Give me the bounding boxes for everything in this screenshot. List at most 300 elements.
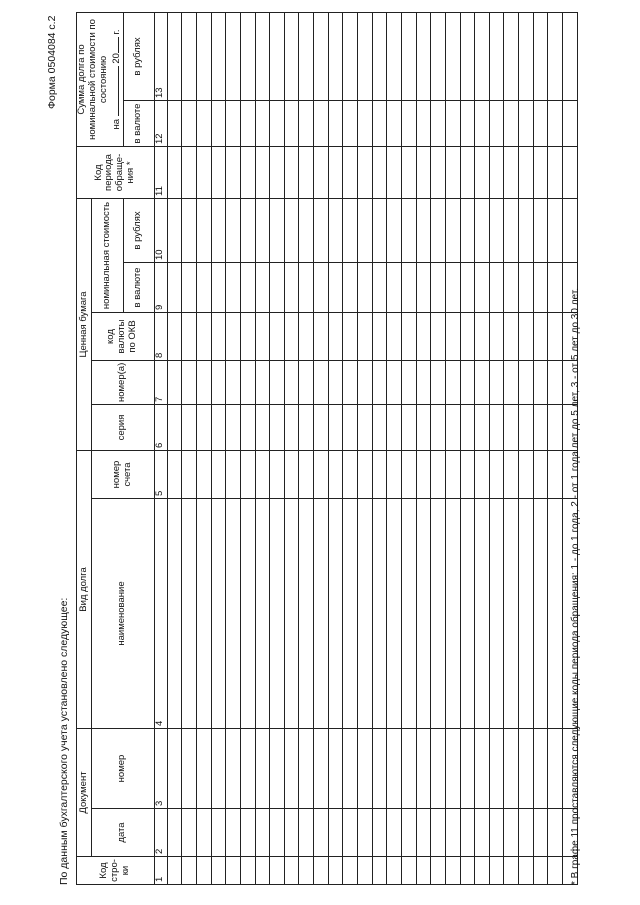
table-cell[interactable] [460, 100, 475, 146]
table-cell[interactable] [489, 361, 504, 405]
table-cell[interactable] [431, 499, 446, 729]
table-cell[interactable] [270, 100, 285, 146]
table-cell[interactable] [255, 729, 270, 809]
table-cell[interactable] [226, 729, 241, 809]
table-cell[interactable] [431, 405, 446, 451]
table-cell[interactable] [401, 499, 416, 729]
table-cell[interactable] [211, 313, 226, 361]
table-cell[interactable] [343, 263, 358, 313]
table-cell[interactable] [328, 499, 343, 729]
table-cell[interactable] [226, 405, 241, 451]
table-cell[interactable] [226, 809, 241, 857]
table-cell[interactable] [416, 451, 431, 499]
table-cell[interactable] [533, 263, 548, 313]
table-cell[interactable] [182, 499, 197, 729]
table-cell[interactable] [416, 729, 431, 809]
table-cell[interactable] [372, 361, 387, 405]
table-cell[interactable] [533, 361, 548, 405]
table-cell[interactable] [548, 809, 563, 857]
table-cell[interactable] [372, 451, 387, 499]
table-cell[interactable] [562, 146, 577, 198]
table-cell[interactable] [475, 313, 490, 361]
table-cell[interactable] [358, 313, 373, 361]
table-cell[interactable] [460, 12, 475, 100]
table-cell[interactable] [387, 198, 402, 262]
table-cell[interactable] [167, 313, 182, 361]
table-cell[interactable] [314, 361, 329, 405]
table-cell[interactable] [548, 146, 563, 198]
table-cell[interactable] [343, 198, 358, 262]
table-cell[interactable] [167, 729, 182, 809]
table-cell[interactable] [226, 313, 241, 361]
table-cell[interactable] [196, 100, 211, 146]
table-cell[interactable] [372, 405, 387, 451]
table-cell[interactable] [387, 100, 402, 146]
table-cell[interactable] [196, 198, 211, 262]
table-cell[interactable] [328, 263, 343, 313]
table-cell[interactable] [387, 405, 402, 451]
table-cell[interactable] [533, 809, 548, 857]
table-cell[interactable] [358, 263, 373, 313]
table-cell[interactable] [431, 313, 446, 361]
table-cell[interactable] [401, 146, 416, 198]
table-cell[interactable] [504, 198, 519, 262]
table-cell[interactable] [445, 857, 460, 885]
table-cell[interactable] [548, 857, 563, 885]
table-cell[interactable] [372, 263, 387, 313]
table-cell[interactable] [548, 313, 563, 361]
table-cell[interactable] [182, 729, 197, 809]
table-cell[interactable] [504, 313, 519, 361]
table-cell[interactable] [226, 146, 241, 198]
table-cell[interactable] [226, 263, 241, 313]
table-cell[interactable] [445, 405, 460, 451]
table-cell[interactable] [343, 857, 358, 885]
table-cell[interactable] [314, 263, 329, 313]
table-cell[interactable] [284, 146, 299, 198]
table-cell[interactable] [548, 100, 563, 146]
table-cell[interactable] [270, 263, 285, 313]
table-cell[interactable] [533, 405, 548, 451]
table-cell[interactable] [196, 809, 211, 857]
table-cell[interactable] [167, 146, 182, 198]
table-cell[interactable] [431, 809, 446, 857]
table-cell[interactable] [343, 729, 358, 809]
table-cell[interactable] [328, 313, 343, 361]
table-cell[interactable] [182, 361, 197, 405]
table-cell[interactable] [372, 146, 387, 198]
table-cell[interactable] [167, 361, 182, 405]
table-cell[interactable] [255, 198, 270, 262]
table-cell[interactable] [416, 100, 431, 146]
table-cell[interactable] [475, 857, 490, 885]
table-cell[interactable] [328, 146, 343, 198]
table-cell[interactable] [387, 263, 402, 313]
table-cell[interactable] [240, 857, 255, 885]
table-cell[interactable] [460, 451, 475, 499]
table-cell[interactable] [489, 12, 504, 100]
table-cell[interactable] [196, 729, 211, 809]
table-cell[interactable] [182, 451, 197, 499]
table-cell[interactable] [533, 198, 548, 262]
table-cell[interactable] [270, 857, 285, 885]
table-cell[interactable] [182, 146, 197, 198]
table-cell[interactable] [475, 12, 490, 100]
table-cell[interactable] [489, 263, 504, 313]
table-cell[interactable] [226, 361, 241, 405]
table-cell[interactable] [358, 198, 373, 262]
table-cell[interactable] [270, 809, 285, 857]
table-cell[interactable] [343, 146, 358, 198]
table-cell[interactable] [343, 809, 358, 857]
table-cell[interactable] [445, 499, 460, 729]
table-cell[interactable] [314, 499, 329, 729]
table-cell[interactable] [489, 198, 504, 262]
table-cell[interactable] [196, 405, 211, 451]
table-cell[interactable] [182, 313, 197, 361]
table-cell[interactable] [182, 405, 197, 451]
table-cell[interactable] [387, 857, 402, 885]
table-cell[interactable] [519, 263, 534, 313]
table-cell[interactable] [240, 263, 255, 313]
table-cell[interactable] [504, 146, 519, 198]
table-cell[interactable] [167, 100, 182, 146]
table-cell[interactable] [182, 857, 197, 885]
table-cell[interactable] [299, 857, 314, 885]
table-cell[interactable] [167, 451, 182, 499]
table-cell[interactable] [167, 12, 182, 100]
table-cell[interactable] [240, 729, 255, 809]
table-cell[interactable] [270, 313, 285, 361]
table-cell[interactable] [401, 100, 416, 146]
table-cell[interactable] [211, 857, 226, 885]
table-cell[interactable] [211, 12, 226, 100]
table-cell[interactable] [416, 263, 431, 313]
table-cell[interactable] [489, 405, 504, 451]
table-cell[interactable] [255, 313, 270, 361]
table-cell[interactable] [504, 499, 519, 729]
table-cell[interactable] [445, 361, 460, 405]
table-cell[interactable] [533, 100, 548, 146]
table-cell[interactable] [314, 405, 329, 451]
table-cell[interactable] [401, 361, 416, 405]
table-cell[interactable] [284, 263, 299, 313]
table-cell[interactable] [475, 729, 490, 809]
table-cell[interactable] [182, 100, 197, 146]
table-cell[interactable] [182, 809, 197, 857]
table-cell[interactable] [416, 809, 431, 857]
table-cell[interactable] [401, 198, 416, 262]
table-cell[interactable] [504, 100, 519, 146]
table-cell[interactable] [460, 809, 475, 857]
table-cell[interactable] [255, 100, 270, 146]
table-cell[interactable] [416, 12, 431, 100]
table-cell[interactable] [240, 405, 255, 451]
table-cell[interactable] [284, 809, 299, 857]
table-cell[interactable] [240, 146, 255, 198]
table-cell[interactable] [548, 12, 563, 100]
table-cell[interactable] [416, 313, 431, 361]
table-cell[interactable] [431, 100, 446, 146]
table-cell[interactable] [504, 263, 519, 313]
table-cell[interactable] [445, 146, 460, 198]
table-cell[interactable] [240, 809, 255, 857]
table-cell[interactable] [182, 12, 197, 100]
table-cell[interactable] [548, 729, 563, 809]
table-cell[interactable] [314, 809, 329, 857]
table-cell[interactable] [328, 405, 343, 451]
table-cell[interactable] [548, 451, 563, 499]
table-cell[interactable] [328, 729, 343, 809]
table-cell[interactable] [255, 12, 270, 100]
table-cell[interactable] [519, 361, 534, 405]
table-cell[interactable] [489, 451, 504, 499]
table-cell[interactable] [196, 12, 211, 100]
table-cell[interactable] [387, 146, 402, 198]
table-cell[interactable] [240, 313, 255, 361]
table-cell[interactable] [475, 499, 490, 729]
table-cell[interactable] [504, 405, 519, 451]
table-cell[interactable] [358, 809, 373, 857]
table-cell[interactable] [533, 313, 548, 361]
table-cell[interactable] [475, 263, 490, 313]
table-cell[interactable] [460, 857, 475, 885]
table-cell[interactable] [255, 361, 270, 405]
table-cell[interactable] [358, 100, 373, 146]
table-cell[interactable] [284, 729, 299, 809]
table-cell[interactable] [387, 361, 402, 405]
table-cell[interactable] [314, 100, 329, 146]
table-cell[interactable] [299, 809, 314, 857]
table-cell[interactable] [504, 729, 519, 809]
table-cell[interactable] [519, 313, 534, 361]
table-cell[interactable] [328, 100, 343, 146]
table-cell[interactable] [387, 313, 402, 361]
table-cell[interactable] [548, 198, 563, 262]
table-cell[interactable] [533, 12, 548, 100]
table-cell[interactable] [460, 313, 475, 361]
table-cell[interactable] [211, 361, 226, 405]
table-cell[interactable] [343, 100, 358, 146]
table-cell[interactable] [519, 405, 534, 451]
table-cell[interactable] [533, 451, 548, 499]
table-cell[interactable] [548, 361, 563, 405]
table-cell[interactable] [255, 499, 270, 729]
table-cell[interactable] [416, 361, 431, 405]
table-cell[interactable] [445, 313, 460, 361]
table-cell[interactable] [196, 857, 211, 885]
table-cell[interactable] [240, 12, 255, 100]
table-cell[interactable] [475, 100, 490, 146]
table-cell[interactable] [167, 809, 182, 857]
table-cell[interactable] [196, 361, 211, 405]
table-cell[interactable] [240, 451, 255, 499]
table-cell[interactable] [387, 12, 402, 100]
table-cell[interactable] [314, 146, 329, 198]
table-cell[interactable] [299, 12, 314, 100]
table-cell[interactable] [255, 263, 270, 313]
table-cell[interactable] [489, 146, 504, 198]
table-cell[interactable] [182, 198, 197, 262]
table-cell[interactable] [314, 729, 329, 809]
table-cell[interactable] [548, 405, 563, 451]
table-cell[interactable] [358, 361, 373, 405]
table-cell[interactable] [270, 729, 285, 809]
table-cell[interactable] [299, 146, 314, 198]
table-cell[interactable] [211, 146, 226, 198]
table-cell[interactable] [328, 361, 343, 405]
table-cell[interactable] [270, 198, 285, 262]
table-cell[interactable] [314, 451, 329, 499]
table-cell[interactable] [445, 263, 460, 313]
table-cell[interactable] [196, 263, 211, 313]
table-cell[interactable] [328, 857, 343, 885]
table-cell[interactable] [167, 499, 182, 729]
table-cell[interactable] [240, 361, 255, 405]
table-cell[interactable] [284, 100, 299, 146]
table-cell[interactable] [519, 198, 534, 262]
table-cell[interactable] [358, 729, 373, 809]
table-cell[interactable] [445, 12, 460, 100]
table-cell[interactable] [475, 405, 490, 451]
table-cell[interactable] [489, 857, 504, 885]
table-cell[interactable] [372, 198, 387, 262]
table-cell[interactable] [270, 405, 285, 451]
table-cell[interactable] [299, 100, 314, 146]
table-cell[interactable] [328, 451, 343, 499]
table-cell[interactable] [401, 857, 416, 885]
table-cell[interactable] [372, 313, 387, 361]
table-cell[interactable] [284, 405, 299, 451]
table-cell[interactable] [343, 499, 358, 729]
table-cell[interactable] [548, 499, 563, 729]
table-cell[interactable] [519, 100, 534, 146]
table-cell[interactable] [475, 361, 490, 405]
table-cell[interactable] [358, 146, 373, 198]
table-cell[interactable] [270, 499, 285, 729]
table-cell[interactable] [416, 198, 431, 262]
table-cell[interactable] [284, 451, 299, 499]
table-cell[interactable] [475, 198, 490, 262]
table-cell[interactable] [431, 361, 446, 405]
table-cell[interactable] [562, 100, 577, 146]
table-cell[interactable] [460, 146, 475, 198]
table-cell[interactable] [431, 198, 446, 262]
table-cell[interactable] [328, 198, 343, 262]
table-cell[interactable] [240, 100, 255, 146]
table-cell[interactable] [387, 451, 402, 499]
table-cell[interactable] [431, 146, 446, 198]
table-cell[interactable] [533, 146, 548, 198]
table-cell[interactable] [548, 263, 563, 313]
table-cell[interactable] [358, 451, 373, 499]
table-cell[interactable] [358, 499, 373, 729]
table-cell[interactable] [358, 405, 373, 451]
table-cell[interactable] [401, 729, 416, 809]
table-cell[interactable] [270, 146, 285, 198]
table-cell[interactable] [401, 451, 416, 499]
table-cell[interactable] [416, 857, 431, 885]
table-cell[interactable] [299, 729, 314, 809]
table-cell[interactable] [255, 857, 270, 885]
table-cell[interactable] [460, 405, 475, 451]
table-cell[interactable] [533, 857, 548, 885]
table-cell[interactable] [343, 451, 358, 499]
table-cell[interactable] [284, 499, 299, 729]
table-cell[interactable] [431, 451, 446, 499]
table-cell[interactable] [226, 499, 241, 729]
table-cell[interactable] [226, 198, 241, 262]
table-cell[interactable] [519, 729, 534, 809]
table-cell[interactable] [475, 451, 490, 499]
table-cell[interactable] [167, 198, 182, 262]
table-cell[interactable] [211, 405, 226, 451]
table-cell[interactable] [372, 857, 387, 885]
table-cell[interactable] [533, 499, 548, 729]
table-cell[interactable] [182, 263, 197, 313]
table-cell[interactable] [504, 451, 519, 499]
table-cell[interactable] [226, 451, 241, 499]
table-cell[interactable] [475, 146, 490, 198]
table-cell[interactable] [489, 729, 504, 809]
table-cell[interactable] [314, 198, 329, 262]
table-cell[interactable] [284, 12, 299, 100]
table-cell[interactable] [240, 499, 255, 729]
table-cell[interactable] [460, 729, 475, 809]
table-cell[interactable] [343, 405, 358, 451]
table-cell[interactable] [372, 12, 387, 100]
table-cell[interactable] [401, 313, 416, 361]
table-cell[interactable] [445, 451, 460, 499]
table-cell[interactable] [504, 857, 519, 885]
table-cell[interactable] [299, 361, 314, 405]
table-cell[interactable] [343, 12, 358, 100]
table-cell[interactable] [401, 405, 416, 451]
table-cell[interactable] [445, 729, 460, 809]
table-cell[interactable] [460, 263, 475, 313]
table-cell[interactable] [211, 451, 226, 499]
table-cell[interactable] [255, 405, 270, 451]
table-cell[interactable] [167, 263, 182, 313]
table-cell[interactable] [401, 263, 416, 313]
table-cell[interactable] [299, 313, 314, 361]
table-cell[interactable] [255, 451, 270, 499]
table-cell[interactable] [314, 857, 329, 885]
table-cell[interactable] [196, 146, 211, 198]
table-cell[interactable] [431, 12, 446, 100]
table-cell[interactable] [358, 857, 373, 885]
table-cell[interactable] [519, 451, 534, 499]
table-cell[interactable] [445, 809, 460, 857]
table-cell[interactable] [211, 729, 226, 809]
table-cell[interactable] [519, 499, 534, 729]
table-cell[interactable] [299, 451, 314, 499]
table-cell[interactable] [416, 146, 431, 198]
table-cell[interactable] [445, 100, 460, 146]
table-cell[interactable] [416, 405, 431, 451]
table-cell[interactable] [475, 809, 490, 857]
table-cell[interactable] [211, 809, 226, 857]
table-cell[interactable] [343, 361, 358, 405]
table-cell[interactable] [299, 405, 314, 451]
table-cell[interactable] [372, 809, 387, 857]
table-cell[interactable] [431, 263, 446, 313]
table-cell[interactable] [358, 12, 373, 100]
table-cell[interactable] [372, 729, 387, 809]
table-cell[interactable] [387, 499, 402, 729]
table-cell[interactable] [504, 809, 519, 857]
table-cell[interactable] [211, 198, 226, 262]
